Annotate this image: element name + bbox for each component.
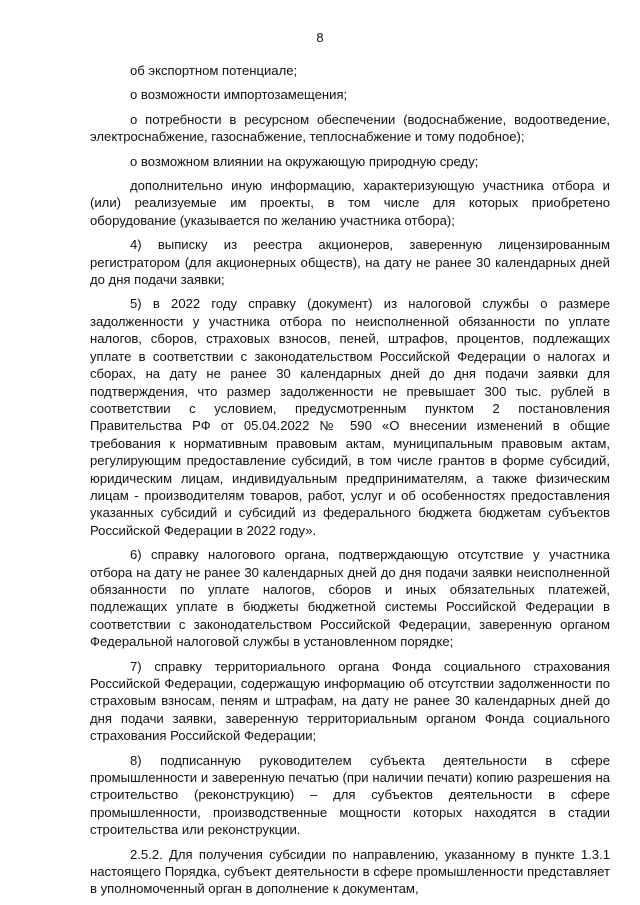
paragraph-additional-info: дополнительно иную информацию, характеризующую участника отбора и (или) реализуемые им проекты, в том числе для которых приобретено оборудование (указывается по желанию участника отбора); xyxy=(90,178,610,228)
paragraph-import-substitution: о возможности импортозамещения; xyxy=(130,87,348,103)
paragraph-item-7: 7) справку территориального органа Фонда социального страхования Российской Федерации, содержащую информацию об отсутствии задолженности по страховым взносам, пеням и штрафам, на дату не ранее 30 календарных дней до дня подачи заявки, заверенную территориальным органом Фонда социального страхования Российской Федерации; xyxy=(90,658,610,744)
paragraph-item-4: 4) выписку из реестра акционеров, заверенную лицензированным регистратором (для акционерных обществ), на дату не ранее 30 календарных дней до дня подачи заявки; xyxy=(90,237,610,288)
paragraph-item-6: 6) справку налогового органа, подтверждающую отсутствие у участника отбора на дату не ранее 30 календарных дней до дня подачи заявки неисполненной обязанности по уплате налогов, сборов и иных обязательных платежей, подлежащих уплате в бюджеты бюджетной системы Российской Федерации в соответствии с законодательством Российской Федерации, заверенную органом Федеральной налоговой службы в установленном порядке; xyxy=(90,547,610,650)
paragraph-item-8: 8) подписанную руководителем субъекта деятельности в сфере промышленности и заверенную печатью (при наличии печати) копию разрешения на строительство (реконструкцию) – для субъектов деятельности в сфере промышленности, производственные мощности которых находятся в стадии строительства или реконструкции. xyxy=(90,752,610,838)
paragraph-environment-impact: о возможном влиянии на окружающую природную среду; xyxy=(130,153,479,169)
paragraph-export-potential: об экспортном потенциале; xyxy=(130,63,298,78)
page-number: 8 xyxy=(316,30,324,45)
document-body xyxy=(90,62,610,905)
paragraph-section-2-5-2: 2.5.2. Для получения субсидии по направлению, указанному в пункте 1.3.1 настоящего Порядка, субъект деятельности в сфере промышленности представляет в уполномоченный орган в дополнение к документам, xyxy=(90,846,610,897)
paragraph-resource-needs: о потребности в ресурсном обеспечении (водоснабжение, водоотведение, электроснабжение, газоснабжение, теплоснабжение и тому подобное); xyxy=(90,111,610,145)
paragraph-item-5: 5) в 2022 году справку (документ) из налоговой службы о размере задолженности у участника отбора по неисполненной обязанности по уплате налогов, сборов, страховых взносов, пеней, штрафов, процентов, подлежащих уплате в соответствии с законодательством Российской Федерации о налогах и сборах, на дату не ранее 30 календарных дней до дня подачи заявки для подтверждения, что размер задолженности не превышает 300 тыс. рублей в соответствии с условием, предусмотренным пунктом 2 постановления Правительства РФ от 05.04.2022 № 590 «О внесении изменений в общие требования к нормативным правовым актам, муниципальным правовым актам, регулирующим предоставление субсидий, в том числе грантов в форме субсидий, юридическим лицам, индивидуальным предпринимателям, а также физическим лицам - производителям товаров, работ, услуг и об особенностях предоставления указанных субсидий и субсидий из федерального бюджета бюджетам субъектов Российской Федерации в 2022 году». xyxy=(90,296,610,538)
